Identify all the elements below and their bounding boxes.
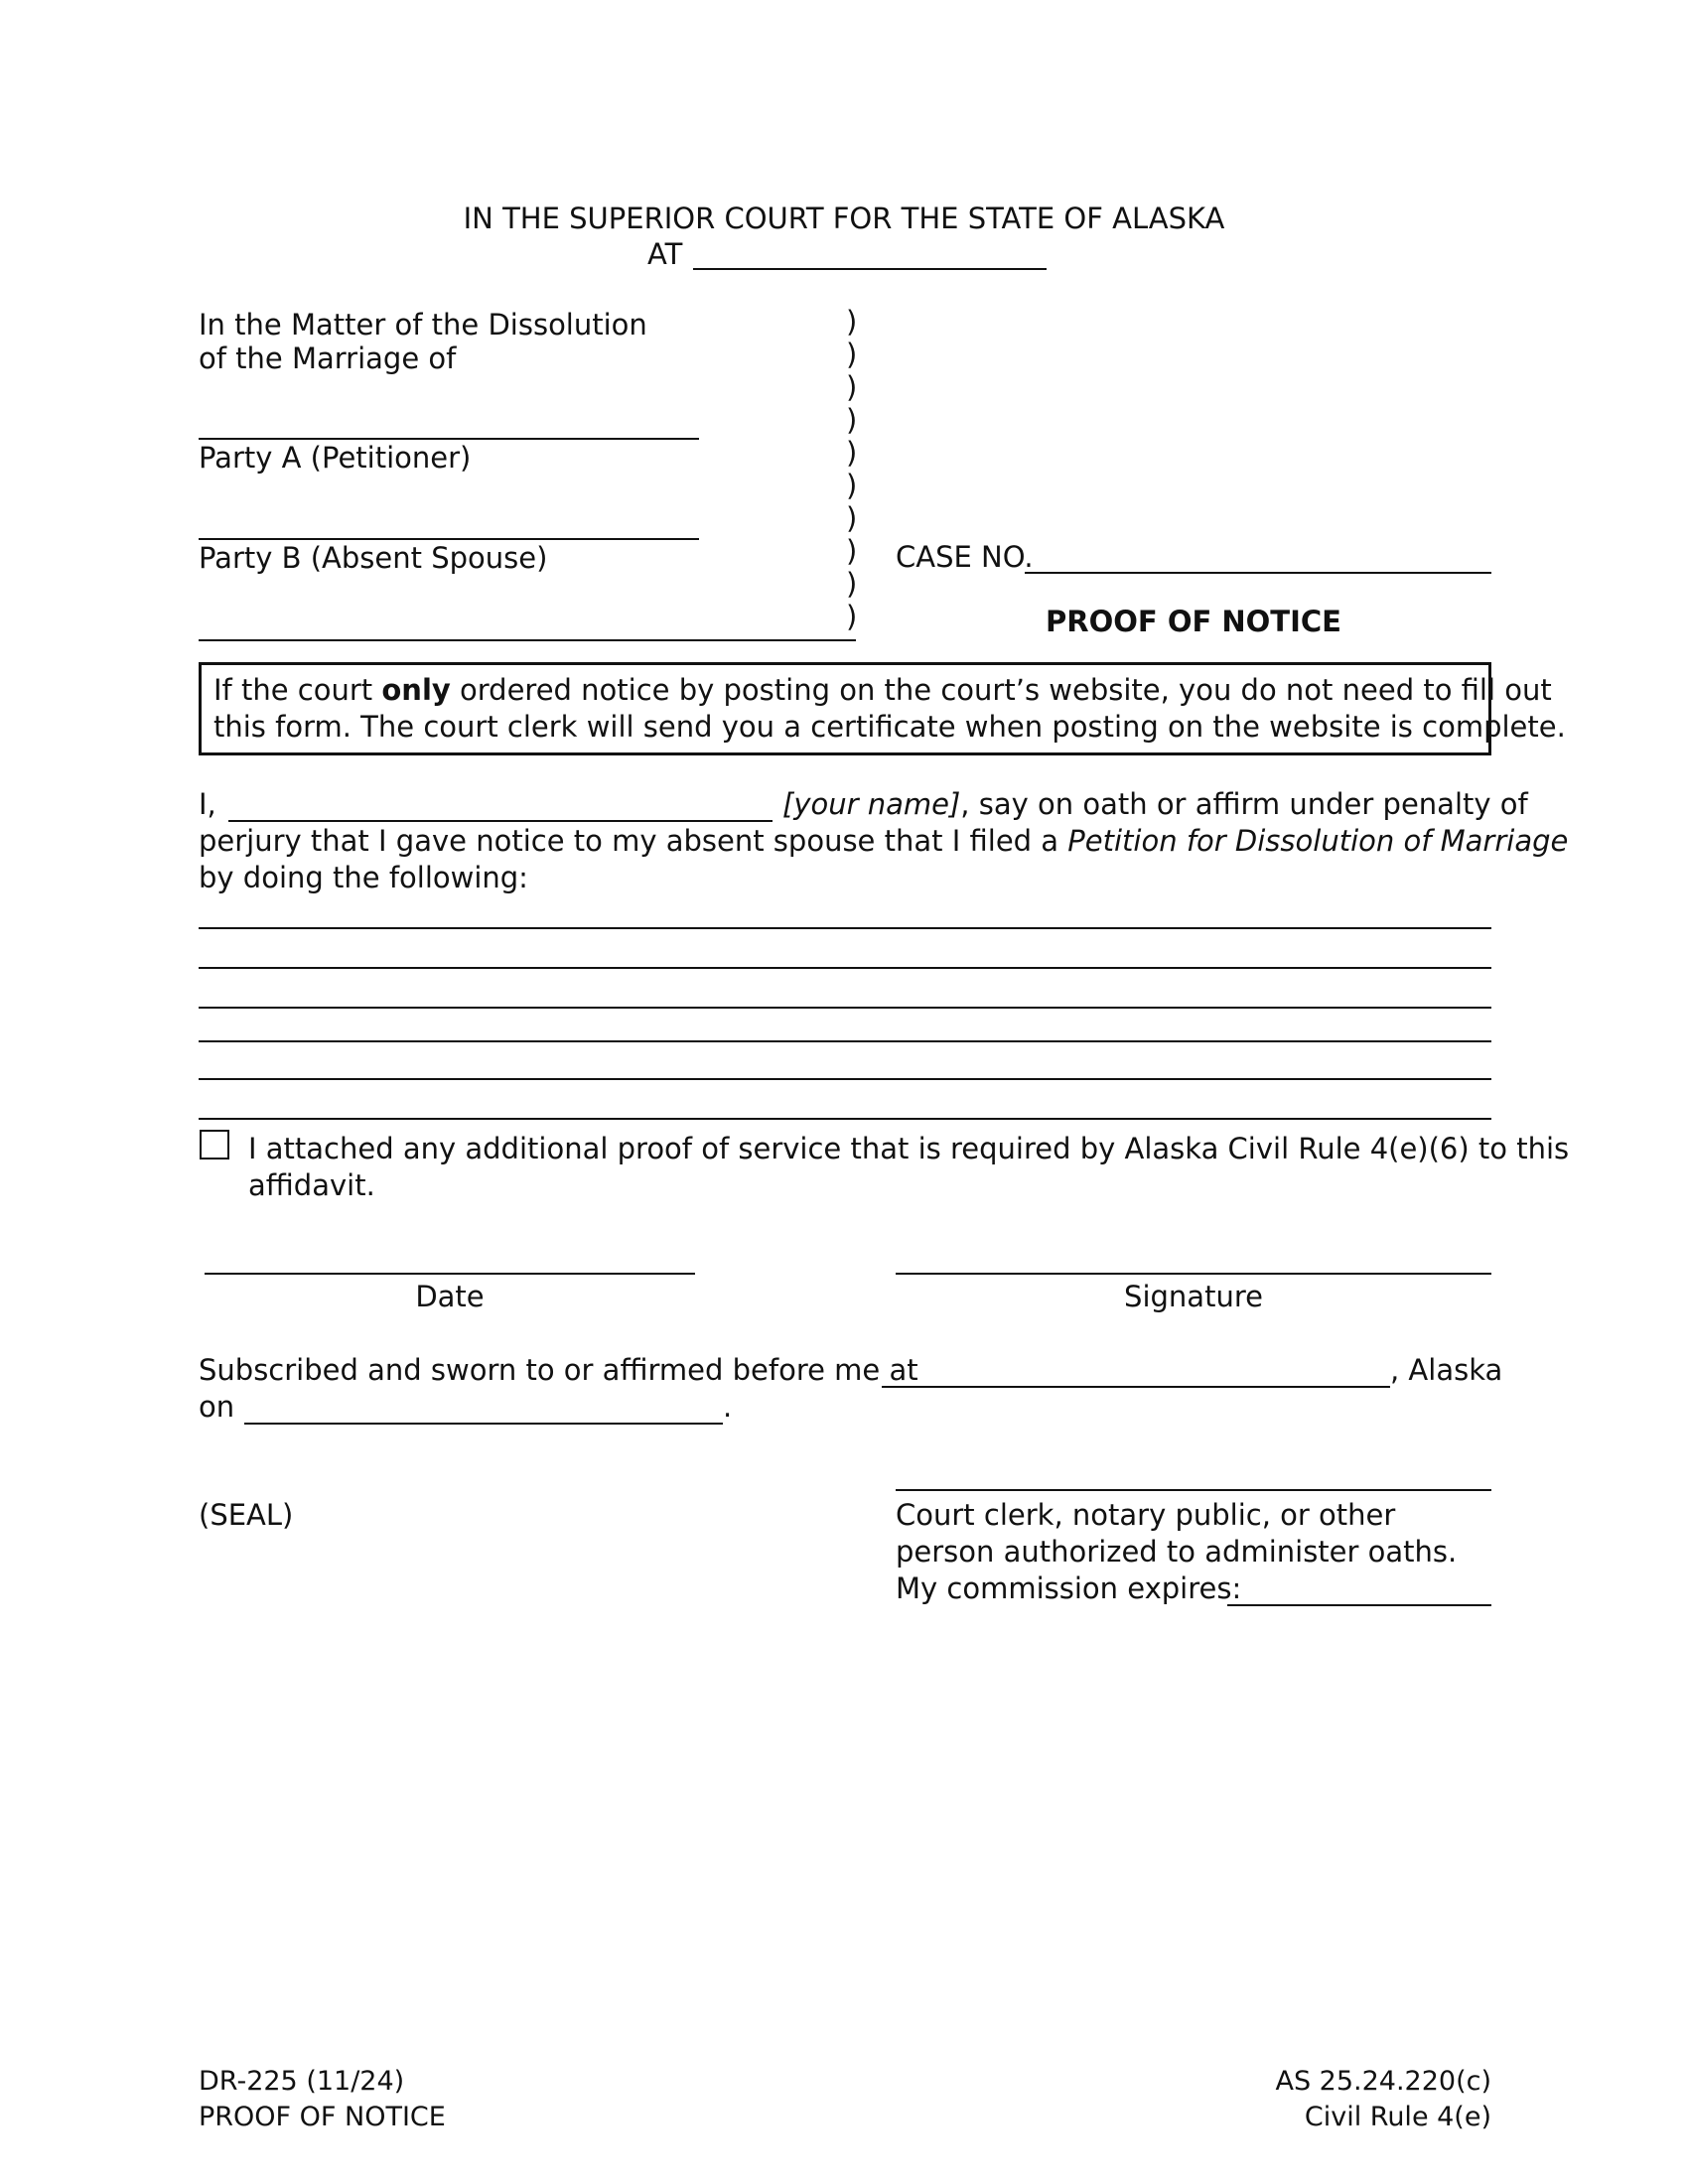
notice-box <box>199 662 1566 755</box>
footer-form-number: DR-225 (11/24) <box>199 2066 405 2097</box>
party-b-label: Party B (Absent Spouse) <box>199 541 548 575</box>
jurat-text: Subscribed and sworn to or affirmed before me at <box>199 1353 918 1387</box>
affiant-i-label: I, <box>199 787 216 821</box>
notice-description-line[interactable] <box>199 927 1491 929</box>
jurat-period: . <box>723 1390 733 1424</box>
jurat-date-field[interactable] <box>244 1391 723 1425</box>
affidavit-text: perjury that I gave notice to my absent spouse that I filed a <box>199 824 1068 858</box>
notice-emphasis: only <box>381 673 451 707</box>
checkbox-label-line-1: I attached any additional proof of service that is required by Alaska Civil Rule 4(e)(6) to this <box>248 1132 1570 1165</box>
date-field[interactable] <box>205 1261 695 1275</box>
footer-statute: AS 25.24.220(c) <box>1275 2066 1491 2097</box>
caption-paren: ) <box>846 403 858 437</box>
notice-line-2: this form. The court clerk will send you a certificate when posting on the website is complete. <box>213 710 1566 744</box>
notice-description-line[interactable] <box>199 1118 1491 1120</box>
party-a-name-field[interactable] <box>199 402 699 440</box>
notice-description-line[interactable] <box>199 1078 1491 1080</box>
caption-bottom-line <box>199 604 856 641</box>
checkbox-label-line-2: affidavit. <box>248 1168 375 1202</box>
caption-paren: ) <box>846 305 858 339</box>
notice-description-line[interactable] <box>199 1040 1491 1042</box>
officer-line-1: Court clerk, notary public, or other <box>896 1498 1396 1532</box>
signature-field[interactable] <box>896 1261 1491 1275</box>
footer-form-name: PROOF OF NOTICE <box>199 2102 446 2132</box>
matter-line-1: In the Matter of the Dissolution <box>199 308 647 341</box>
caption-paren: ) <box>846 469 858 502</box>
notice-description-line[interactable] <box>199 967 1491 969</box>
signature-label: Signature <box>1124 1280 1263 1313</box>
commission-expiry-field[interactable] <box>1227 1572 1491 1606</box>
officer-signature-field[interactable] <box>896 1477 1491 1491</box>
caption-paren: ) <box>846 600 858 633</box>
seal-label: (SEAL) <box>199 1498 294 1532</box>
oath-text: , say on oath or affirm under penalty of <box>960 787 1528 821</box>
court-title: IN THE SUPERIOR COURT FOR THE STATE OF ALASKA <box>463 202 1225 235</box>
at-location-field[interactable] <box>693 238 1047 270</box>
caption-paren: ) <box>846 338 858 371</box>
at-label: AT <box>647 237 683 271</box>
footer-rule: Civil Rule 4(e) <box>1304 2102 1491 2132</box>
case-no-field[interactable] <box>1025 540 1491 574</box>
affidavit-line-1 <box>782 786 1528 822</box>
jurat-alaska: , Alaska <box>1390 1353 1503 1387</box>
affiant-name-field[interactable] <box>228 788 773 822</box>
notice-line-1 <box>213 673 1552 707</box>
commission-label: My commission expires: <box>896 1571 1242 1605</box>
affidavit-line-2 <box>199 823 1568 859</box>
caption-paren: ) <box>846 534 858 568</box>
your-name-hint: [your name] <box>782 787 961 821</box>
officer-line-2: person authorized to administer oaths. <box>896 1535 1458 1569</box>
caption-paren: ) <box>846 370 858 404</box>
date-label: Date <box>415 1280 485 1313</box>
attachment-checkbox[interactable] <box>200 1130 229 1160</box>
caption-paren: ) <box>846 436 858 470</box>
jurat-on-label: on <box>199 1390 235 1424</box>
affidavit-line-3: by doing the following: <box>199 861 528 894</box>
caption-paren: ) <box>846 501 858 535</box>
notice-text: If the court <box>213 673 382 707</box>
notice-text: ordered notice by posting on the court’s website, you do not need to fill out <box>450 673 1552 707</box>
jurat-location-field[interactable] <box>882 1354 1390 1388</box>
matter-line-2: of the Marriage of <box>199 341 457 375</box>
caption-paren: ) <box>846 567 858 601</box>
party-a-label: Party A (Petitioner) <box>199 441 472 475</box>
party-b-name-field[interactable] <box>199 502 699 540</box>
form-title: PROOF OF NOTICE <box>1046 605 1341 638</box>
petition-title: Petition for Dissolution of Marriage <box>1067 824 1569 858</box>
notice-description-line[interactable] <box>199 1007 1491 1009</box>
case-no-label: CASE NO. <box>896 540 1034 574</box>
